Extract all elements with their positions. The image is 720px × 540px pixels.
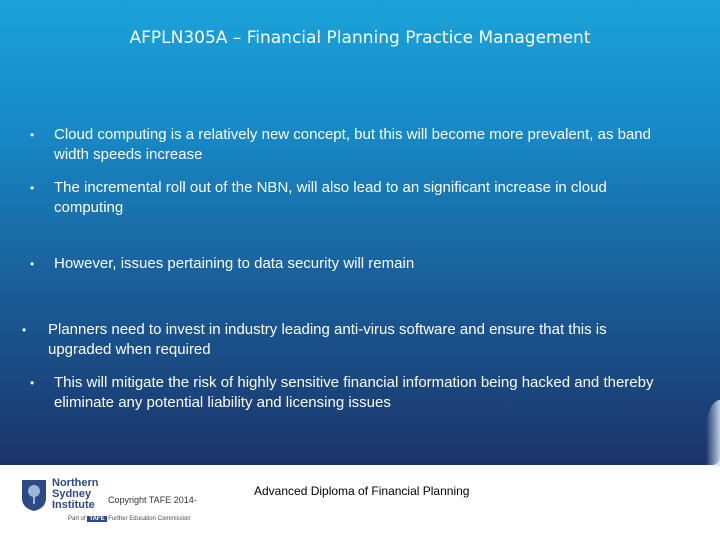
- logo-line: Northern: [52, 477, 99, 489]
- bullet-marker: •: [30, 376, 35, 390]
- tree-shield-icon: [20, 478, 48, 512]
- tafe-prefix: Part of: [68, 516, 86, 522]
- logo-wordmark: [52, 478, 98, 511]
- logo-line: Sydney: [52, 488, 92, 500]
- bullet-marker: •: [30, 257, 35, 271]
- bullet-text: Cloud computing is a relatively new concept, but this will become more prevalent, as band width speeds increase: [54, 126, 651, 163]
- course-name: Advanced Diploma of Financial Planning: [254, 484, 470, 498]
- bullet-marker: •: [30, 181, 35, 195]
- bullet-text: However, issues pertaining to data security will remain: [54, 255, 415, 272]
- bullet-text: This will mitigate the risk of highly sensitive financial information being hacked and thereby eliminate any potential liability and licensing issues: [54, 374, 654, 411]
- slide-title: AFPLN305A – Financial Planning Practice Management: [129, 28, 591, 48]
- copyright-text: Copyright TAFE 2014-: [108, 495, 197, 505]
- bullet-text: The incremental roll out of the NBN, will also lead to an significant increase in cloud computing: [54, 179, 607, 216]
- logo-line: Institute: [52, 499, 95, 511]
- tafe-affiliation: [68, 516, 191, 522]
- bullet-text: Planners need to invest in industry leading anti-virus software and ensure that this is upgraded when required: [48, 321, 607, 358]
- bullet-marker: •: [22, 323, 27, 337]
- tafe-badge: TAFE: [89, 516, 105, 522]
- bullet-marker: •: [30, 128, 35, 142]
- tafe-commission: Further Education Commission: [108, 516, 191, 522]
